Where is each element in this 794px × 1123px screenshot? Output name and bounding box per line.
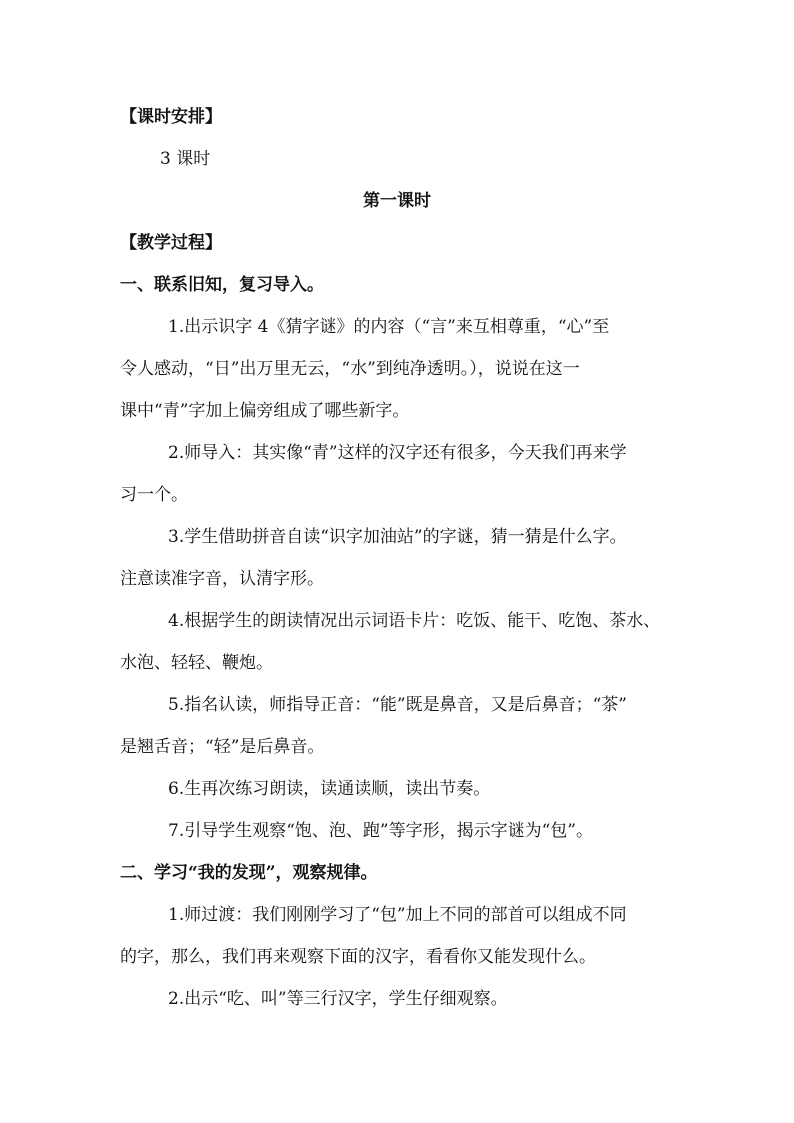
paragraph-line: 注意读准字音，认清字形。	[120, 569, 324, 589]
paragraph-line: 1.出示识字 4《猜字谜》的内容（“言”来互相尊重，“心”至	[168, 317, 610, 337]
paragraph-line: 是翘舌音；“轻”是后鼻音。	[120, 737, 325, 757]
paragraph-line: 令人感动，“日”出万里无云，“水”到纯净透明。），说说在这一	[120, 359, 580, 379]
paragraph-line: 的字，那么，我们再来观察下面的汉字，看看你又能发现什么。	[120, 947, 596, 967]
paragraph-line: 2.出示“吃、叫”等三行汉字，学生仔细观察。	[168, 989, 508, 1009]
paragraph-line: 1.师过渡：我们刚刚学习了“包”加上不同的部首可以组成不同	[168, 905, 627, 925]
paragraph-line: 习一个。	[120, 485, 188, 505]
lesson-title: 第一课时	[363, 191, 431, 211]
paragraph-line: 2.师导入：其实像“青”这样的汉字还有很多，今天我们再来学	[168, 443, 627, 463]
paragraph-line: 7.引导学生观察“饱、泡、跑”等字形，揭示字谜为“包”。	[168, 821, 593, 841]
paragraph-line: 水泡、轻轻、鞭炮。	[120, 653, 273, 673]
paragraph-line: 5.指名认读，师指导正音：“能”既是鼻音，又是后鼻音；“茶”	[168, 695, 627, 715]
schedule-text: 3 课时	[160, 149, 211, 169]
section-heading-process: 【教学过程】	[120, 233, 222, 253]
section-heading-schedule: 【课时安排】	[120, 107, 222, 127]
paragraph-line: 课中“青”字加上偏旁组成了哪些新字。	[120, 401, 410, 421]
paragraph-line: 6.生再次练习朗读，读通读顺，读出节奏。	[168, 779, 491, 799]
paragraph-line: 3.学生借助拼音自读“识字加油站”的字谜，猜一猜是什么字。	[168, 527, 627, 547]
paragraph-line: 4.根据学生的朗读情况出示词语卡片：吃饭、能干、吃饱、茶水、	[168, 611, 661, 631]
part-heading-1: 一、联系旧知，复习导入。	[120, 275, 324, 295]
part-heading-2: 二、学习“我的发现”，观察规律。	[120, 863, 378, 883]
